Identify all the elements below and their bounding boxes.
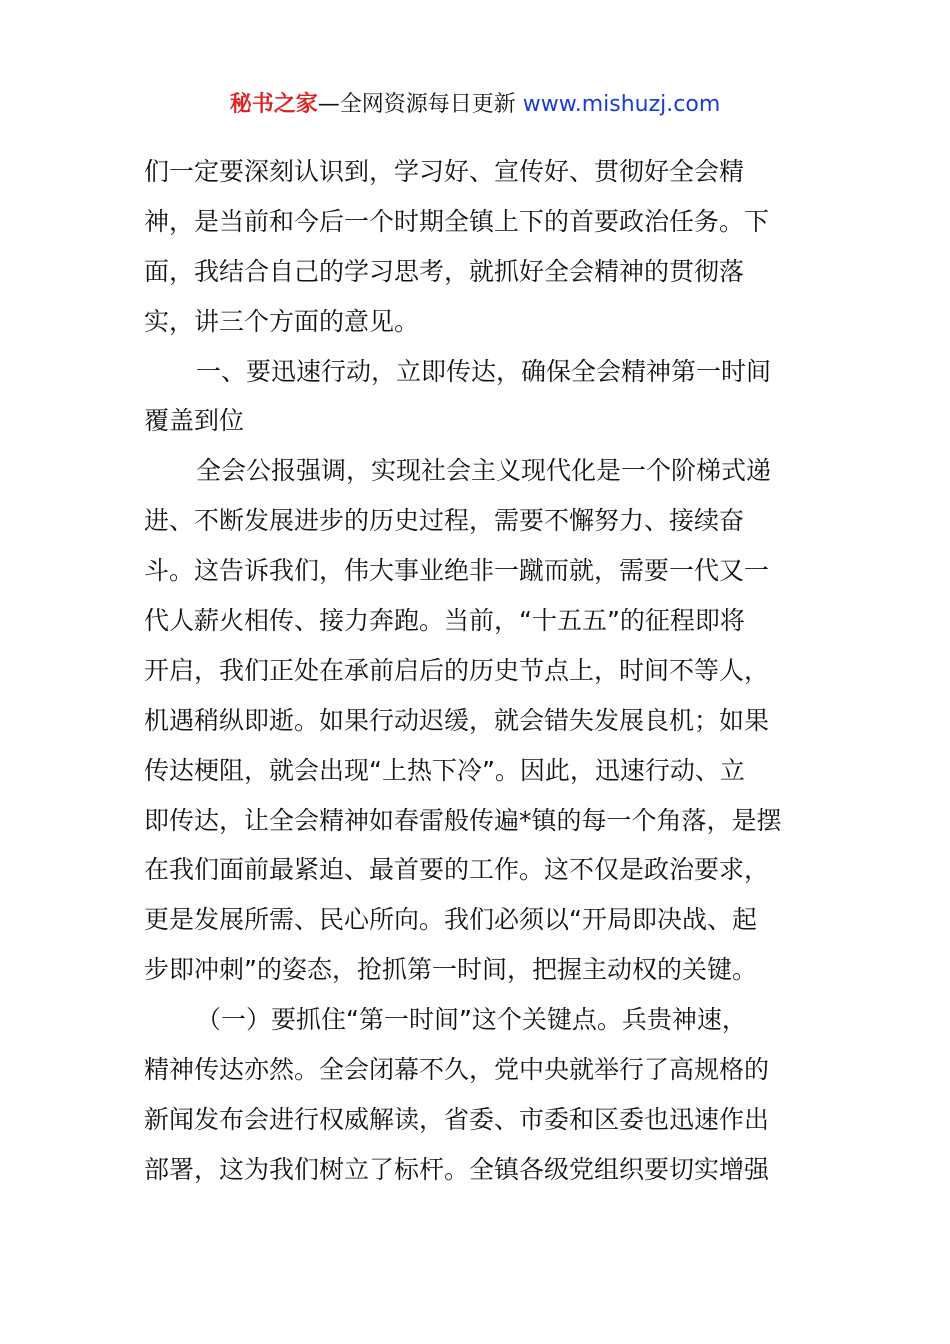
text-line: 步即冲刺”的姿态，抢抓第一时间，把握主动权的关键。 (144, 955, 757, 985)
subsection-line: （一）要抓住“第一时间”这个关键点。兵贵神速， (196, 1005, 747, 1035)
document-body (144, 147, 807, 1195)
text-line: 更是发展所需、民心所向。我们必须以“开局即决战、起 (144, 905, 757, 935)
text-line: 新闻发布会进行权威解读，省委、市委和区委也迅速作出 (144, 1104, 770, 1134)
text-line: 面，我结合自己的学习思考，就抓好全会精神的贯彻落 (144, 256, 745, 286)
header-url[interactable]: www.mishuzj.com (522, 92, 721, 117)
page-header (0, 88, 950, 122)
text-line: 进、不断发展进步的历史过程，需要不懈努力、接续奋 (144, 506, 745, 536)
section-heading-line: 覆盖到位 (144, 406, 245, 436)
section-heading-line: 一、要迅速行动，立即传达，确保全会精神第一时间 (196, 356, 772, 386)
text-line: 部署，这为我们树立了标杆。全镇各级党组织要切实增强 (144, 1154, 770, 1184)
header-tagline: —全网资源每日更新 (317, 92, 516, 117)
brand-name: 秘书之家 (229, 92, 318, 117)
text-line: 开启，我们正处在承前启后的历史节点上，时间不等人， (144, 655, 770, 685)
text-line: 斗。这告诉我们，伟大事业绝非一蹴而就，需要一代又一 (144, 556, 770, 586)
text-line: 实，讲三个方面的意见。 (144, 306, 420, 336)
text-line: 精神传达亦然。全会闭幕不久，党中央就举行了高规格的 (144, 1055, 770, 1085)
text-line: 全会公报强调，实现社会主义现代化是一个阶梯式递 (196, 456, 772, 486)
text-line: 机遇稍纵即逝。如果行动迟缓，就会错失发展良机；如果 (144, 705, 770, 735)
text-line: 传达梗阻，就会出现“上热下冷”。因此，迅速行动、立 (144, 755, 745, 785)
text-line: 即传达，让全会精神如春雷般传遍*镇的每一个角落，是摆 (144, 805, 782, 835)
text-line: 代人薪火相传、接力奔跑。当前，“十五五”的征程即将 (144, 606, 745, 636)
text-line: 们一定要深刻认识到，学习好、宣传好、贯彻好全会精 (144, 157, 745, 186)
text-line: 神，是当前和今后一个时期全镇上下的首要政治任务。下 (144, 206, 770, 236)
text-line: 在我们面前最紧迫、最首要的工作。这不仅是政治要求， (144, 855, 770, 885)
